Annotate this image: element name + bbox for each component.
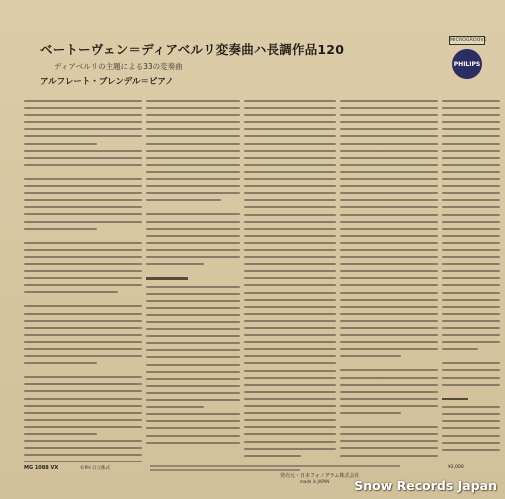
text-line — [340, 277, 438, 279]
text-line — [442, 449, 500, 451]
text-line — [146, 399, 240, 401]
text-line — [244, 214, 336, 216]
text-line — [442, 313, 500, 315]
paragraph-gap — [340, 362, 438, 369]
text-line — [442, 235, 500, 237]
paragraph-gap — [442, 391, 500, 398]
text-line — [146, 420, 240, 422]
text-line — [244, 313, 336, 315]
text-line — [24, 313, 142, 315]
text-line — [340, 206, 438, 208]
text-line — [24, 447, 142, 449]
text-line — [442, 242, 500, 244]
text-line — [340, 256, 438, 258]
text-line — [442, 114, 500, 116]
album-subtitle: ディアベルリの主題による33の変奏曲 — [54, 62, 183, 71]
text-line — [244, 256, 336, 258]
text-line — [244, 327, 336, 329]
text-line — [340, 348, 438, 350]
text-line — [442, 377, 500, 379]
text-line — [340, 327, 438, 329]
text-line — [24, 100, 142, 102]
text-line — [340, 107, 438, 109]
text-line — [442, 100, 500, 102]
text-line — [340, 341, 438, 343]
text-line — [24, 454, 142, 456]
text-line — [442, 214, 500, 216]
text-line — [244, 263, 336, 265]
text-line — [442, 369, 500, 371]
text-line — [244, 299, 336, 301]
text-line — [442, 256, 500, 258]
text-line — [24, 341, 142, 343]
text-line — [340, 398, 438, 400]
text-line — [244, 185, 336, 187]
text-line — [442, 263, 500, 265]
paragraph-gap — [146, 206, 240, 213]
text-line — [24, 376, 142, 378]
text-line — [146, 150, 240, 152]
text-line — [442, 270, 500, 272]
text-line — [24, 355, 142, 357]
paragraph-gap — [442, 355, 500, 362]
text-line — [340, 235, 438, 237]
text-line — [24, 199, 142, 201]
text-line — [442, 284, 500, 286]
text-line — [244, 433, 336, 435]
text-line — [340, 433, 438, 435]
text-line — [244, 419, 336, 421]
text-line — [442, 299, 500, 301]
text-line — [340, 192, 438, 194]
text-line — [244, 362, 336, 364]
text-line — [146, 300, 240, 302]
text-line — [340, 114, 438, 116]
text-line — [442, 107, 500, 109]
text-line — [340, 242, 438, 244]
text-line — [244, 405, 336, 407]
text-line — [146, 263, 204, 265]
text-line — [442, 249, 500, 251]
text-line — [340, 263, 438, 265]
text-line — [340, 128, 438, 130]
text-line — [24, 419, 142, 421]
title-block — [40, 40, 440, 87]
text-line — [442, 341, 500, 343]
text-line — [24, 291, 118, 293]
section-heading-line — [146, 277, 188, 279]
paragraph-gap — [24, 235, 142, 242]
text-line — [340, 121, 438, 123]
text-line — [340, 384, 438, 386]
performer-credit: アルフレート・ブレンデル＝ピアノ — [40, 77, 174, 87]
text-line — [24, 305, 142, 307]
text-line — [146, 321, 240, 323]
text-line — [244, 426, 336, 428]
text-line — [146, 435, 240, 437]
text-line — [146, 314, 240, 316]
text-line — [244, 341, 336, 343]
made-in-label: made in JAPAN — [300, 479, 330, 484]
text-line — [244, 292, 336, 294]
text-line — [340, 199, 438, 201]
album-title: ベートーヴェン＝ディアベルリ変奏曲ハ長調作品120 — [40, 42, 345, 57]
text-line — [24, 249, 142, 251]
text-line — [340, 164, 438, 166]
text-line — [340, 150, 438, 152]
paragraph-gap — [24, 171, 142, 178]
text-line — [244, 355, 336, 357]
text-line — [24, 256, 142, 258]
text-line — [442, 348, 478, 350]
paragraph-gap — [24, 298, 142, 305]
text-line — [24, 440, 142, 442]
text-line — [24, 433, 97, 435]
text-line — [146, 128, 240, 130]
text-line — [146, 249, 240, 251]
text-line — [340, 178, 438, 180]
text-line — [146, 199, 221, 201]
text-line — [442, 427, 500, 429]
text-line — [244, 348, 336, 350]
text-line — [340, 320, 438, 322]
text-line — [146, 135, 240, 137]
text-line — [24, 128, 142, 130]
text-line — [340, 455, 438, 457]
text-line — [24, 143, 97, 145]
text-line — [146, 307, 240, 309]
text-line — [244, 135, 336, 137]
text-line — [24, 221, 142, 223]
text-line — [442, 199, 500, 201]
text-line — [340, 135, 438, 137]
text-line — [24, 157, 142, 159]
text-line — [146, 328, 240, 330]
text-line — [146, 114, 240, 116]
label-marks — [449, 36, 485, 79]
text-line — [340, 284, 438, 286]
text-line — [244, 235, 336, 237]
text-line — [442, 143, 500, 145]
catalog-number: MG 1088 VX — [24, 465, 59, 471]
text-line — [442, 206, 500, 208]
text-line — [146, 364, 240, 366]
text-line — [442, 420, 500, 422]
text-line — [244, 143, 336, 145]
liner-notes-column-5 — [442, 100, 500, 462]
text-line — [244, 171, 336, 173]
text-line — [340, 249, 438, 251]
text-line — [24, 242, 142, 244]
text-line — [146, 256, 240, 258]
text-line — [442, 157, 500, 159]
text-line — [24, 334, 142, 336]
text-line — [340, 270, 438, 272]
text-line — [244, 377, 336, 379]
text-line — [244, 157, 336, 159]
text-line — [442, 221, 500, 223]
text-line — [340, 377, 438, 379]
text-line — [244, 114, 336, 116]
text-line — [442, 362, 500, 364]
text-line — [340, 228, 438, 230]
text-line — [340, 100, 438, 102]
text-line — [244, 249, 336, 251]
text-line — [244, 107, 336, 109]
text-line — [24, 277, 142, 279]
text-line — [244, 242, 336, 244]
text-line — [24, 213, 142, 215]
liner-notes-column-4 — [340, 100, 438, 462]
text-line — [340, 426, 438, 428]
logo-text: PHILIPS — [453, 60, 481, 68]
text-line — [340, 391, 438, 393]
text-line — [340, 299, 438, 301]
text-line — [146, 228, 240, 230]
text-line — [244, 284, 336, 286]
text-line — [244, 206, 336, 208]
text-line — [340, 412, 401, 414]
text-line — [340, 355, 401, 357]
text-line — [244, 100, 336, 102]
text-line — [146, 221, 240, 223]
text-line — [442, 334, 500, 336]
text-line — [146, 213, 240, 215]
text-line — [244, 384, 336, 386]
text-line — [24, 270, 142, 272]
text-line — [340, 171, 438, 173]
text-line — [442, 413, 500, 415]
text-line — [442, 121, 500, 123]
text-line — [340, 185, 438, 187]
text-line — [244, 455, 301, 457]
text-line — [442, 320, 500, 322]
text-line — [24, 362, 97, 364]
text-line — [146, 100, 240, 102]
text-line — [244, 398, 336, 400]
text-line — [24, 284, 142, 286]
text-line — [146, 413, 240, 415]
text-line — [146, 293, 240, 295]
text-line — [442, 306, 500, 308]
text-line — [244, 441, 336, 443]
text-line — [146, 121, 240, 123]
text-line — [24, 390, 142, 392]
text-line — [340, 306, 438, 308]
section-heading-line — [442, 398, 468, 400]
text-line — [146, 286, 240, 288]
text-line — [24, 206, 142, 208]
store-watermark: Snow Records Japan — [354, 478, 497, 493]
text-line — [340, 221, 438, 223]
text-line — [340, 214, 438, 216]
text-line — [24, 412, 142, 414]
liner-notes-column-2 — [146, 100, 240, 462]
text-line — [340, 292, 438, 294]
text-line — [24, 164, 142, 166]
text-line — [146, 171, 240, 173]
copyright-notice: ©PH 日立株式 — [80, 466, 111, 471]
text-line — [24, 348, 142, 350]
text-line — [146, 335, 240, 337]
text-line — [244, 192, 336, 194]
text-line — [340, 313, 438, 315]
text-line — [24, 185, 142, 187]
text-line — [146, 385, 240, 387]
text-line — [24, 178, 142, 180]
text-line — [146, 164, 240, 166]
text-line — [244, 199, 336, 201]
text-line — [442, 192, 500, 194]
text-line — [244, 228, 336, 230]
text-line — [244, 412, 336, 414]
text-line — [340, 143, 438, 145]
text-line — [24, 135, 142, 137]
text-line — [244, 306, 336, 308]
footnote-line — [150, 469, 300, 471]
text-line — [442, 185, 500, 187]
text-line — [442, 135, 500, 137]
text-line — [24, 320, 142, 322]
text-line — [24, 192, 142, 194]
footnote-line — [150, 465, 400, 467]
text-line — [24, 327, 142, 329]
paragraph-gap — [146, 270, 240, 277]
text-line — [340, 334, 438, 336]
text-line — [442, 435, 500, 437]
text-line — [146, 406, 204, 408]
text-line — [340, 369, 438, 371]
text-line — [24, 121, 142, 123]
text-line — [146, 235, 240, 237]
text-line — [244, 448, 336, 450]
text-line — [442, 150, 500, 152]
text-line — [24, 461, 142, 462]
text-line — [24, 398, 142, 400]
text-line — [24, 114, 142, 116]
text-line — [24, 228, 97, 230]
microgroove-tag: MICROGROOVE — [450, 38, 487, 43]
text-line — [244, 370, 336, 372]
publisher-name: 発売元・日本フォノグラム株式会社 — [280, 473, 360, 479]
text-line — [442, 171, 500, 173]
text-line — [244, 121, 336, 123]
text-line — [340, 405, 438, 407]
text-line — [442, 442, 500, 444]
text-line — [146, 378, 240, 380]
text-line — [146, 342, 240, 344]
text-line — [244, 150, 336, 152]
text-line — [146, 185, 240, 187]
text-line — [146, 192, 240, 194]
text-line — [442, 178, 500, 180]
text-line — [24, 405, 142, 407]
text-line — [244, 391, 336, 393]
text-line — [442, 164, 500, 166]
text-line — [244, 221, 336, 223]
text-line — [340, 447, 438, 449]
text-line — [146, 242, 240, 244]
text-line — [244, 320, 336, 322]
text-line — [146, 371, 240, 373]
text-line — [146, 442, 240, 444]
paragraph-gap — [24, 369, 142, 376]
text-line — [146, 157, 240, 159]
text-line — [146, 143, 240, 145]
text-line — [146, 356, 240, 358]
text-line — [24, 426, 142, 428]
text-line — [244, 270, 336, 272]
text-line — [146, 349, 240, 351]
text-line — [24, 263, 142, 265]
text-line — [244, 277, 336, 279]
text-line — [244, 178, 336, 180]
text-line — [442, 327, 500, 329]
text-line — [146, 392, 240, 394]
text-line — [340, 440, 438, 442]
text-line — [442, 128, 500, 130]
text-line — [442, 406, 500, 408]
text-line — [24, 107, 142, 109]
text-line — [442, 384, 500, 386]
text-line — [146, 178, 240, 180]
liner-notes-column-3 — [244, 100, 336, 462]
text-line — [244, 128, 336, 130]
paragraph-gap — [340, 419, 438, 426]
text-line — [24, 383, 142, 385]
text-line — [442, 292, 500, 294]
text-line — [340, 157, 438, 159]
text-line — [146, 107, 240, 109]
liner-notes-column-1 — [24, 100, 142, 462]
price-label: ¥2,000 — [448, 465, 464, 470]
text-line — [146, 427, 240, 429]
text-line — [24, 150, 142, 152]
text-line — [244, 164, 336, 166]
philips-logo — [452, 49, 482, 79]
text-line — [244, 334, 336, 336]
text-line — [442, 277, 500, 279]
text-line — [442, 228, 500, 230]
